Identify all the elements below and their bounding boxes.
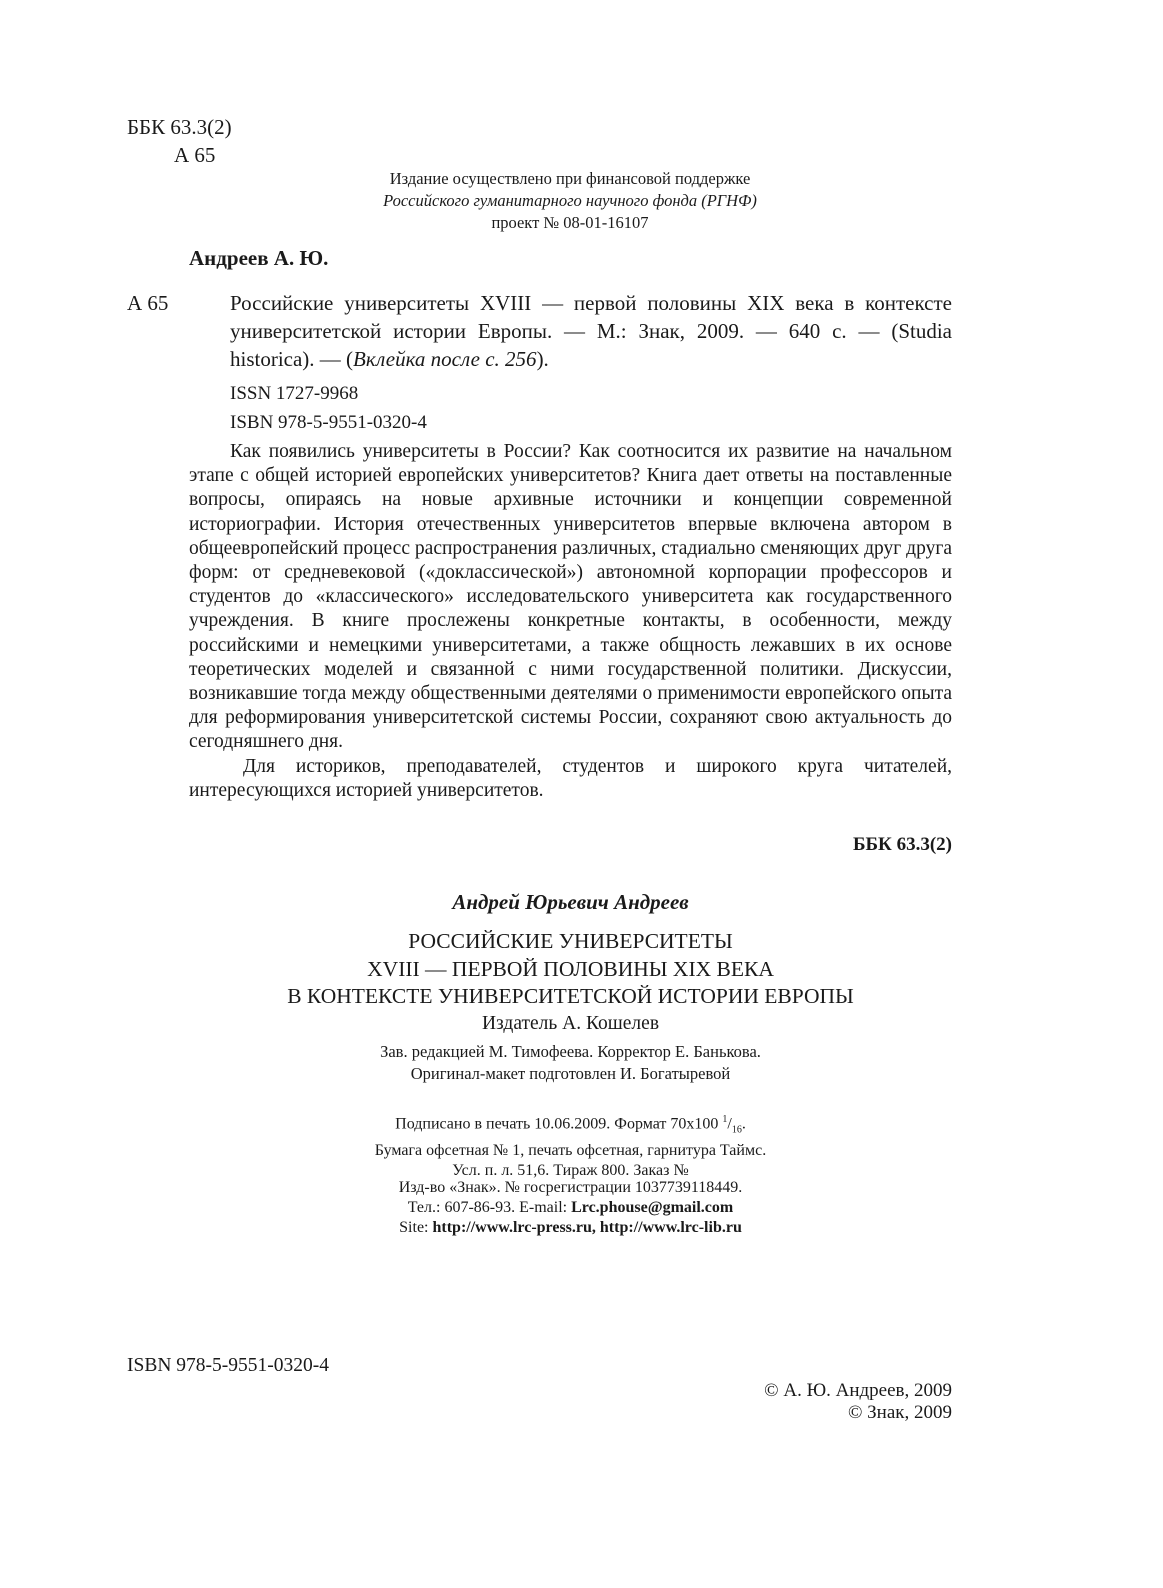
footer-isbn: ISBN 978-5-9551-0320-4	[127, 1355, 330, 1376]
grant-line-3: проект № 08-01-16107	[491, 213, 649, 232]
copyright-author: © А. Ю. Андреев, 2009	[764, 1380, 952, 1401]
catalog-mark: А 65	[127, 291, 169, 315]
editorial-staff	[189, 1041, 952, 1085]
email-link[interactable]: Lrc.phouse@gmail.com	[571, 1199, 734, 1216]
abstract-paragraph-2: Для историков, преподавателей, студентов и широкого круга читателей, интересующихся историей университетов.	[189, 755, 952, 801]
catalog-author: Андреев А. Ю.	[189, 246, 329, 270]
catalog-description	[230, 289, 952, 373]
sites-line: Site: http://www.lrc-press.ru, http://www.lrc-lib.ru	[399, 1219, 742, 1236]
format-slash: /	[727, 1115, 732, 1133]
grant-line-2: Российского гуманитарного научного фонда (РГНФ)	[383, 191, 757, 210]
publisher-name: Издатель А. Кошелев	[481, 1013, 660, 1034]
abstract	[189, 440, 952, 803]
title-line-1: РОССИЙСКИЕ УНИВЕРСИТЕТЫ	[408, 929, 733, 953]
grant-notice	[290, 168, 850, 234]
abstract-bbk: ББК 63.3(2)	[852, 834, 952, 855]
description-end: ).	[536, 347, 549, 371]
description-italic: Вклейка после с. 256	[353, 347, 537, 371]
signed-line: Подписано в печать 10.06.2009. Формат 70x100 $^1/_{16}$.	[395, 1114, 746, 1136]
phone-email-line: Тел.: 607-86-93. E-mail: Lrc.phouse@gmail.com	[407, 1199, 734, 1216]
site-links[interactable]: http://www.lrc-press.ru, http://www.lrc-lib.ru	[432, 1219, 742, 1236]
imprint-title	[189, 928, 952, 1011]
publisher-contacts	[189, 1178, 952, 1238]
registration-line: Изд-во «Знак». № госрегистрации 1037739118449.	[398, 1179, 743, 1196]
bbk-header	[127, 113, 232, 169]
grant-line-1: Издание осуществлено при финансовой поддержке	[389, 169, 751, 188]
editors-line: Зав. редакцией М. Тимофеева. Корректор Е. Банькова.	[380, 1042, 761, 1061]
title-line-3: В КОНТЕКСТЕ УНИВЕРСИТЕТСКОЙ ИСТОРИИ ЕВРОПЫ	[287, 984, 854, 1008]
bbk-code: ББК 63.3(2)	[127, 115, 232, 139]
imprint-author: Андрей Юрьевич Андреев	[452, 890, 689, 914]
layout-line: Оригинал-макет подготовлен И. Богатыревой	[410, 1064, 731, 1083]
format-end: .	[741, 1115, 746, 1133]
abstract-paragraph-1: Как появились университеты в России? Как соотносится их развитие на начальном этапе с общей историей европейских университетов? Книга дает ответы на поставленные вопросы, опираясь на новые архивные источники и концепции современной историографии. История отечественных университетов впервые включена автором в общеевропейский процесс распространения различных, стадиально сменяющих друг друга форм: от средневековой («доклассической») автономной корпорации профессоров и студентов до «классического» исследовательского университета как государственного учреждения. В книге прослежены конкретные контакты, в особенности, между российскими и немецкими университетами, а также общность лежавших в их основе теоретических моделей и связанной с ними государственной политики. Дискуссии, возникавшие тогда между общественными деятелями о применимости европейского опыта для реформирования университетской системы России, сохраняют свою актуальность до сегодняшнего дня.	[189, 441, 952, 753]
author-mark: А 65	[174, 143, 216, 167]
isbn: ISBN 978-5-9551-0320-4	[230, 412, 427, 433]
copyright-publisher: © Знак, 2009	[847, 1401, 952, 1423]
issn: ISSN 1727-9968	[230, 383, 359, 404]
title-line-2: XVIII — ПЕРВОЙ ПОЛОВИНЫ XIX ВЕКА	[367, 956, 774, 981]
format-denominator: 16	[731, 1124, 742, 1136]
issn-isbn-block	[230, 379, 427, 437]
paper-line: Бумага офсетная № 1, печать офсетная, гарнитура Таймс.	[374, 1141, 767, 1159]
technical-info	[189, 1110, 952, 1181]
description-main: Российские университеты XVIII — первой половины XIX века в контексте университетской истории Европы. — М.: Знак, 2009. — 640 с. — (Studia historica). — (	[230, 291, 952, 371]
volume-line: Усл. п. л. 51,6. Тираж 800. Заказ №	[452, 1161, 689, 1179]
format-numerator: 1	[722, 1114, 728, 1125]
copyright-block	[764, 1380, 952, 1423]
